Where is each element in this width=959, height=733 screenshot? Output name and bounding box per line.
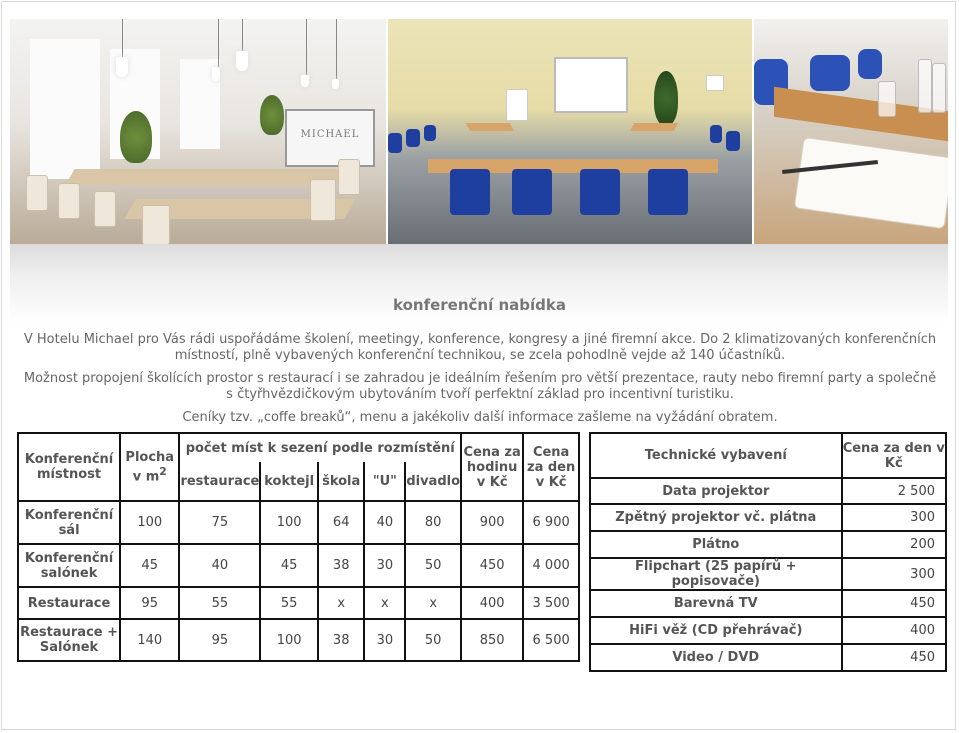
header-photos	[10, 19, 948, 244]
projection-screen	[285, 109, 375, 167]
table-row	[590, 478, 946, 504]
seat-count: 38	[318, 544, 365, 587]
table-row	[590, 504, 946, 531]
header-seating-type: škola	[318, 462, 365, 501]
chair	[710, 125, 722, 143]
equipment-name: Data projektor	[590, 478, 842, 504]
chair	[406, 129, 420, 147]
chair	[648, 169, 688, 215]
seat-count: 38	[318, 619, 365, 661]
chair	[142, 205, 170, 244]
window	[30, 39, 100, 179]
price-hour: 850	[461, 619, 523, 661]
chair	[512, 169, 552, 215]
seat-count: 50	[405, 619, 461, 661]
header-price-day: Cena za den v Kč	[842, 433, 946, 478]
table-row	[18, 619, 579, 661]
header-room: Konferenční místnost	[18, 433, 120, 501]
equipment-name: Flipchart (25 papírů + popisovače)	[590, 558, 842, 590]
equipment-price: 400	[842, 617, 946, 644]
page-title: konferenční nabídka	[393, 296, 566, 314]
photo-conference-hall	[388, 19, 752, 244]
seat-count: 30	[364, 619, 405, 661]
glass	[878, 81, 896, 117]
bottle	[918, 59, 932, 113]
room-area: 45	[120, 544, 179, 587]
equipment-name: Video / DVD	[590, 644, 842, 671]
table-row	[590, 617, 946, 644]
seat-count: 40	[179, 544, 260, 587]
equipment-price: 2 500	[842, 478, 946, 504]
seat-count: 75	[179, 501, 260, 544]
chair	[338, 159, 360, 195]
price-day: 3 500	[523, 587, 579, 619]
equipment-name: Zpětný projektor vč. plátna	[590, 504, 842, 531]
seat-count: 80	[405, 501, 461, 544]
chair	[726, 131, 740, 151]
table-row	[18, 587, 579, 619]
equipment-price: 300	[842, 558, 946, 590]
room-area: 140	[120, 619, 179, 661]
room-area: 100	[120, 501, 179, 544]
price-hour: 900	[461, 501, 523, 544]
equipment-price: 450	[842, 590, 946, 617]
price-hour: 450	[461, 544, 523, 587]
seat-count: 95	[179, 619, 260, 661]
chair	[310, 179, 336, 221]
table-row	[590, 531, 946, 558]
chair	[388, 133, 402, 153]
ceiling-lamp	[212, 67, 220, 81]
price-hour: 400	[461, 587, 523, 619]
ceiling-lamp	[116, 57, 128, 77]
chair	[450, 169, 490, 215]
seat-count: 100	[260, 501, 318, 544]
header-price-day: Cena za den v Kč	[523, 433, 579, 501]
chair	[94, 191, 116, 227]
seat-count: x	[364, 587, 405, 619]
chair	[26, 175, 48, 211]
flipchart	[506, 89, 528, 121]
table-row	[18, 544, 579, 587]
price-day: 6 900	[523, 501, 579, 544]
room-name: Restaurace	[18, 587, 120, 619]
seat-count: 100	[260, 619, 318, 661]
seat-count: 55	[260, 587, 318, 619]
equipment-table	[589, 432, 947, 672]
header-seating-type: divadlo	[405, 462, 461, 501]
seat-count: 50	[405, 544, 461, 587]
screen-logo: MICHAEL	[300, 129, 360, 140]
header-seating: počet míst k sezení podle rozmístění	[179, 433, 461, 462]
header-equipment: Technické vybavení	[590, 433, 842, 478]
chair	[858, 49, 882, 79]
equipment-name: Plátno	[590, 531, 842, 558]
plant	[654, 71, 678, 125]
header-area: Plocha v $m^2$	[120, 433, 179, 501]
header-price-hour: Cena za hodinu v Kč	[461, 433, 523, 501]
intro-paragraph: Ceníky tzv. „coffe breaků“, menu a jakékoliv další informace zašleme na vyžádání obratem.	[182, 410, 778, 425]
photo-desk-detail	[754, 19, 948, 244]
header-seating-type: "U"	[364, 462, 405, 501]
chair	[424, 125, 436, 141]
header-seating-type: koktejl	[260, 462, 318, 501]
equipment-price: 450	[842, 644, 946, 671]
equipment-name: Barevná TV	[590, 590, 842, 617]
room-name: Restaurace + Salónek	[18, 619, 120, 661]
seat-count: 64	[318, 501, 365, 544]
rooms-table	[17, 432, 580, 662]
room-name: Konferenční salónek	[18, 544, 120, 587]
seat-count: 30	[364, 544, 405, 587]
notebook	[794, 137, 948, 229]
table-row	[590, 644, 946, 671]
table-row	[590, 590, 946, 617]
bottle	[932, 63, 946, 113]
price-day: 6 500	[523, 619, 579, 661]
table	[466, 123, 515, 131]
projection-screen	[554, 57, 628, 113]
intro-paragraph: Možnost propojení školících prostor s restaurací i se zahradou je ideálním řešením pro větší prezentace, rauty nebo firemní party a společně s čtyřhvězdičkovým ubytováním tvoří perfektní základ pro incentivní turistiku.	[23, 371, 937, 402]
equipment-name: HiFi věž (CD přehrávač)	[590, 617, 842, 644]
seat-count: 55	[179, 587, 260, 619]
room-name: Konferenční sál	[18, 501, 120, 544]
header-seating-type: restaurace	[179, 462, 260, 501]
chair	[58, 183, 80, 219]
ceiling-lamp	[332, 79, 339, 89]
ceiling-lamp	[236, 51, 248, 71]
ceiling-lamp	[301, 75, 309, 87]
seat-count: 45	[260, 544, 318, 587]
seat-count: x	[405, 587, 461, 619]
plant	[260, 95, 284, 135]
room-area: 95	[120, 587, 179, 619]
chair	[810, 55, 850, 91]
intro-paragraph: V Hotelu Michael pro Vás rádi uspořádáme školení, meetingy, konference, kongresy a jiné firemní akce. Do 2 klimatizovaných konferenčních místností, plně vybavených konferenční technikou, se zcela pohodlně vejde až 140 účastníků.	[23, 332, 937, 363]
plant	[120, 111, 152, 163]
table-row	[18, 501, 579, 544]
equipment-price: 200	[842, 531, 946, 558]
seat-count: 40	[364, 501, 405, 544]
photo-restaurant-room	[10, 19, 386, 244]
seat-count: x	[318, 587, 365, 619]
table-row	[590, 558, 946, 590]
price-day: 4 000	[523, 544, 579, 587]
equipment-price: 300	[842, 504, 946, 531]
wall-picture	[706, 75, 724, 91]
chair	[580, 169, 620, 215]
table	[630, 123, 679, 131]
